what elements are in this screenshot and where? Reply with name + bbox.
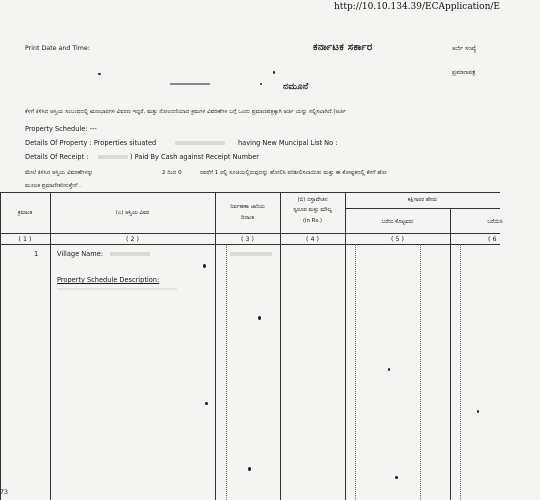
browser-url-header: http://10.10.134.39/ECApplication/E (334, 2, 500, 12)
column-number-1: ( 1 ) (18, 236, 32, 243)
dotted-guide (460, 244, 461, 500)
table-border-top (0, 192, 500, 193)
statement-line-1a: ಮೇಲೆ ತಿಳಿಸಿದ ಆಸ್ತಿಯ ವಿವರಣೆಗಳನ್ನು (25, 170, 94, 176)
statement-line-2: ಮೂಲಕ ಪ್ರಮಾಣೀಕರಿಸುತ್ತೇನೆ . (25, 183, 81, 189)
scan-speck (395, 476, 398, 479)
encumbrance-table (0, 192, 503, 500)
header-nature-line-2: ಸ್ವರೂಪ ಮತ್ತು ಮೌಲ್ಯ (293, 207, 332, 213)
details-of-property-suffix: having New Muncipal List No : (238, 139, 338, 147)
header-serial: ಕ್ರಮಾಂಕ (17, 210, 33, 216)
dotted-guide (226, 244, 227, 500)
margin-number: 73 (0, 489, 9, 496)
column-number-6: ( 6 (488, 236, 497, 243)
column-number-4: ( 4 ) (306, 236, 319, 243)
column-number-3: ( 3 ) (241, 236, 254, 243)
row-serial: 1 (34, 250, 39, 258)
header-executants: ಬರೆದು ಕೊಟ್ಟವರು (381, 219, 414, 225)
scan-speck (203, 264, 206, 268)
header-claimants: ಬರೆಯಿಸಿ (487, 219, 503, 225)
scan-speck (205, 402, 208, 405)
header-nature-line-3: (in Rs.) (302, 218, 323, 224)
column-number-5: ( 5 ) (391, 236, 404, 243)
row-schedule-description-label: Property Schedule Description: (57, 276, 160, 284)
scan-speck (273, 71, 275, 74)
redacted-receipt (98, 155, 128, 159)
row-village-label: Village Name: (57, 250, 103, 258)
print-date-label: Print Date and Time: (25, 45, 90, 52)
column-divider-5 (450, 208, 451, 500)
scan-speck (388, 368, 390, 371)
redacted-date (230, 252, 272, 256)
details-of-receipt-suffix: ) Paid By Cash against Receipt Number (130, 153, 259, 161)
details-of-receipt-prefix: Details Of Receipt : (25, 153, 89, 161)
statement-line-1b: 2 ರಿಂದ 0 (162, 170, 182, 176)
scan-speck (260, 83, 262, 85)
parties-group-divider (345, 208, 500, 209)
table-header-bottom (0, 233, 500, 234)
dotted-guide (420, 244, 421, 500)
redacted-location (175, 141, 225, 145)
redacted-village (110, 252, 150, 256)
government-title: ಕರ್ನಾಟಕ ಸರ್ಕಾರ (313, 42, 373, 53)
header-execution-date-line-1: ನಿರ್ವಹಣಾ ಜಾರಿಯ (230, 204, 265, 210)
header-parties-group: ಕಕ್ಷಿಗಾರರ ಹೆಸರು (407, 197, 438, 203)
scan-speck (258, 316, 261, 320)
table-column-number-bottom (0, 244, 500, 245)
header-nature-line-1: (ಬಿ) ದಸ್ತಾವೇಜಿನ (297, 197, 328, 203)
header-property-description: (ಎ) ಆಸ್ತಿಯ ವಿವರ (115, 210, 150, 216)
column-number-2: ( 2 ) (126, 236, 139, 243)
redacted-mark (170, 83, 210, 85)
header-execution-date-line-2: ದಿನಾಂಕ (240, 215, 255, 221)
intro-text: ಕೆಳಗೆ ತಿಳಿಸಿದ ಆಸ್ತಿಯ ಸಂಬಂಧದಲ್ಲಿ ಋಣಭಾರಗಳ ವಿವರಣ ಇದ್ದರೆ, ಮತ್ತು ನೋಂದಣಿಯಾದ ಕ್ರಮಗಳ ವಿವರಣೆಗಳ ಬಗ್ಗೆ ಒಂದು ಪ್ರಮಾಣಪತ್ರಕ್ಕಾಗಿ ಅರ್ಜಿ ಯನ್ನು ಸಲ್ಲಿಸಲಾಗಿದೆ.(ಅರ್ಜಿ (25, 109, 346, 115)
scan-speck (477, 410, 479, 413)
statement-line-1c: ರವರೆಗೆ 1 ರಲ್ಲಿ ಸೂಚಿಯಲ್ಲಿರುವುದನ್ನು ಹೋಲಿಸಿ ಪರಿಶೀಲಿಸಲಾಯಿತು ಮತ್ತು ಈ ಕೋಷ್ಟಕದಲ್ಲಿ ಕೆಳಗೆ ಹೋ (200, 170, 387, 176)
property-schedule: Property Schedule: --- (25, 125, 97, 133)
application-number-label: ಅರ್ಜಿ ಸಂಖ್ಯೆ (452, 45, 477, 52)
redacted-description (57, 288, 177, 290)
details-of-property-prefix: Details Of Property : Properties situated (25, 139, 157, 147)
scan-speck (248, 467, 251, 471)
certificate-number-label: ಪ್ರಮಾಣಪತ್ರ (452, 69, 476, 76)
form-title: ನಮೂನೆ (283, 82, 309, 92)
scan-speck (98, 73, 101, 75)
dotted-guide (355, 244, 356, 500)
